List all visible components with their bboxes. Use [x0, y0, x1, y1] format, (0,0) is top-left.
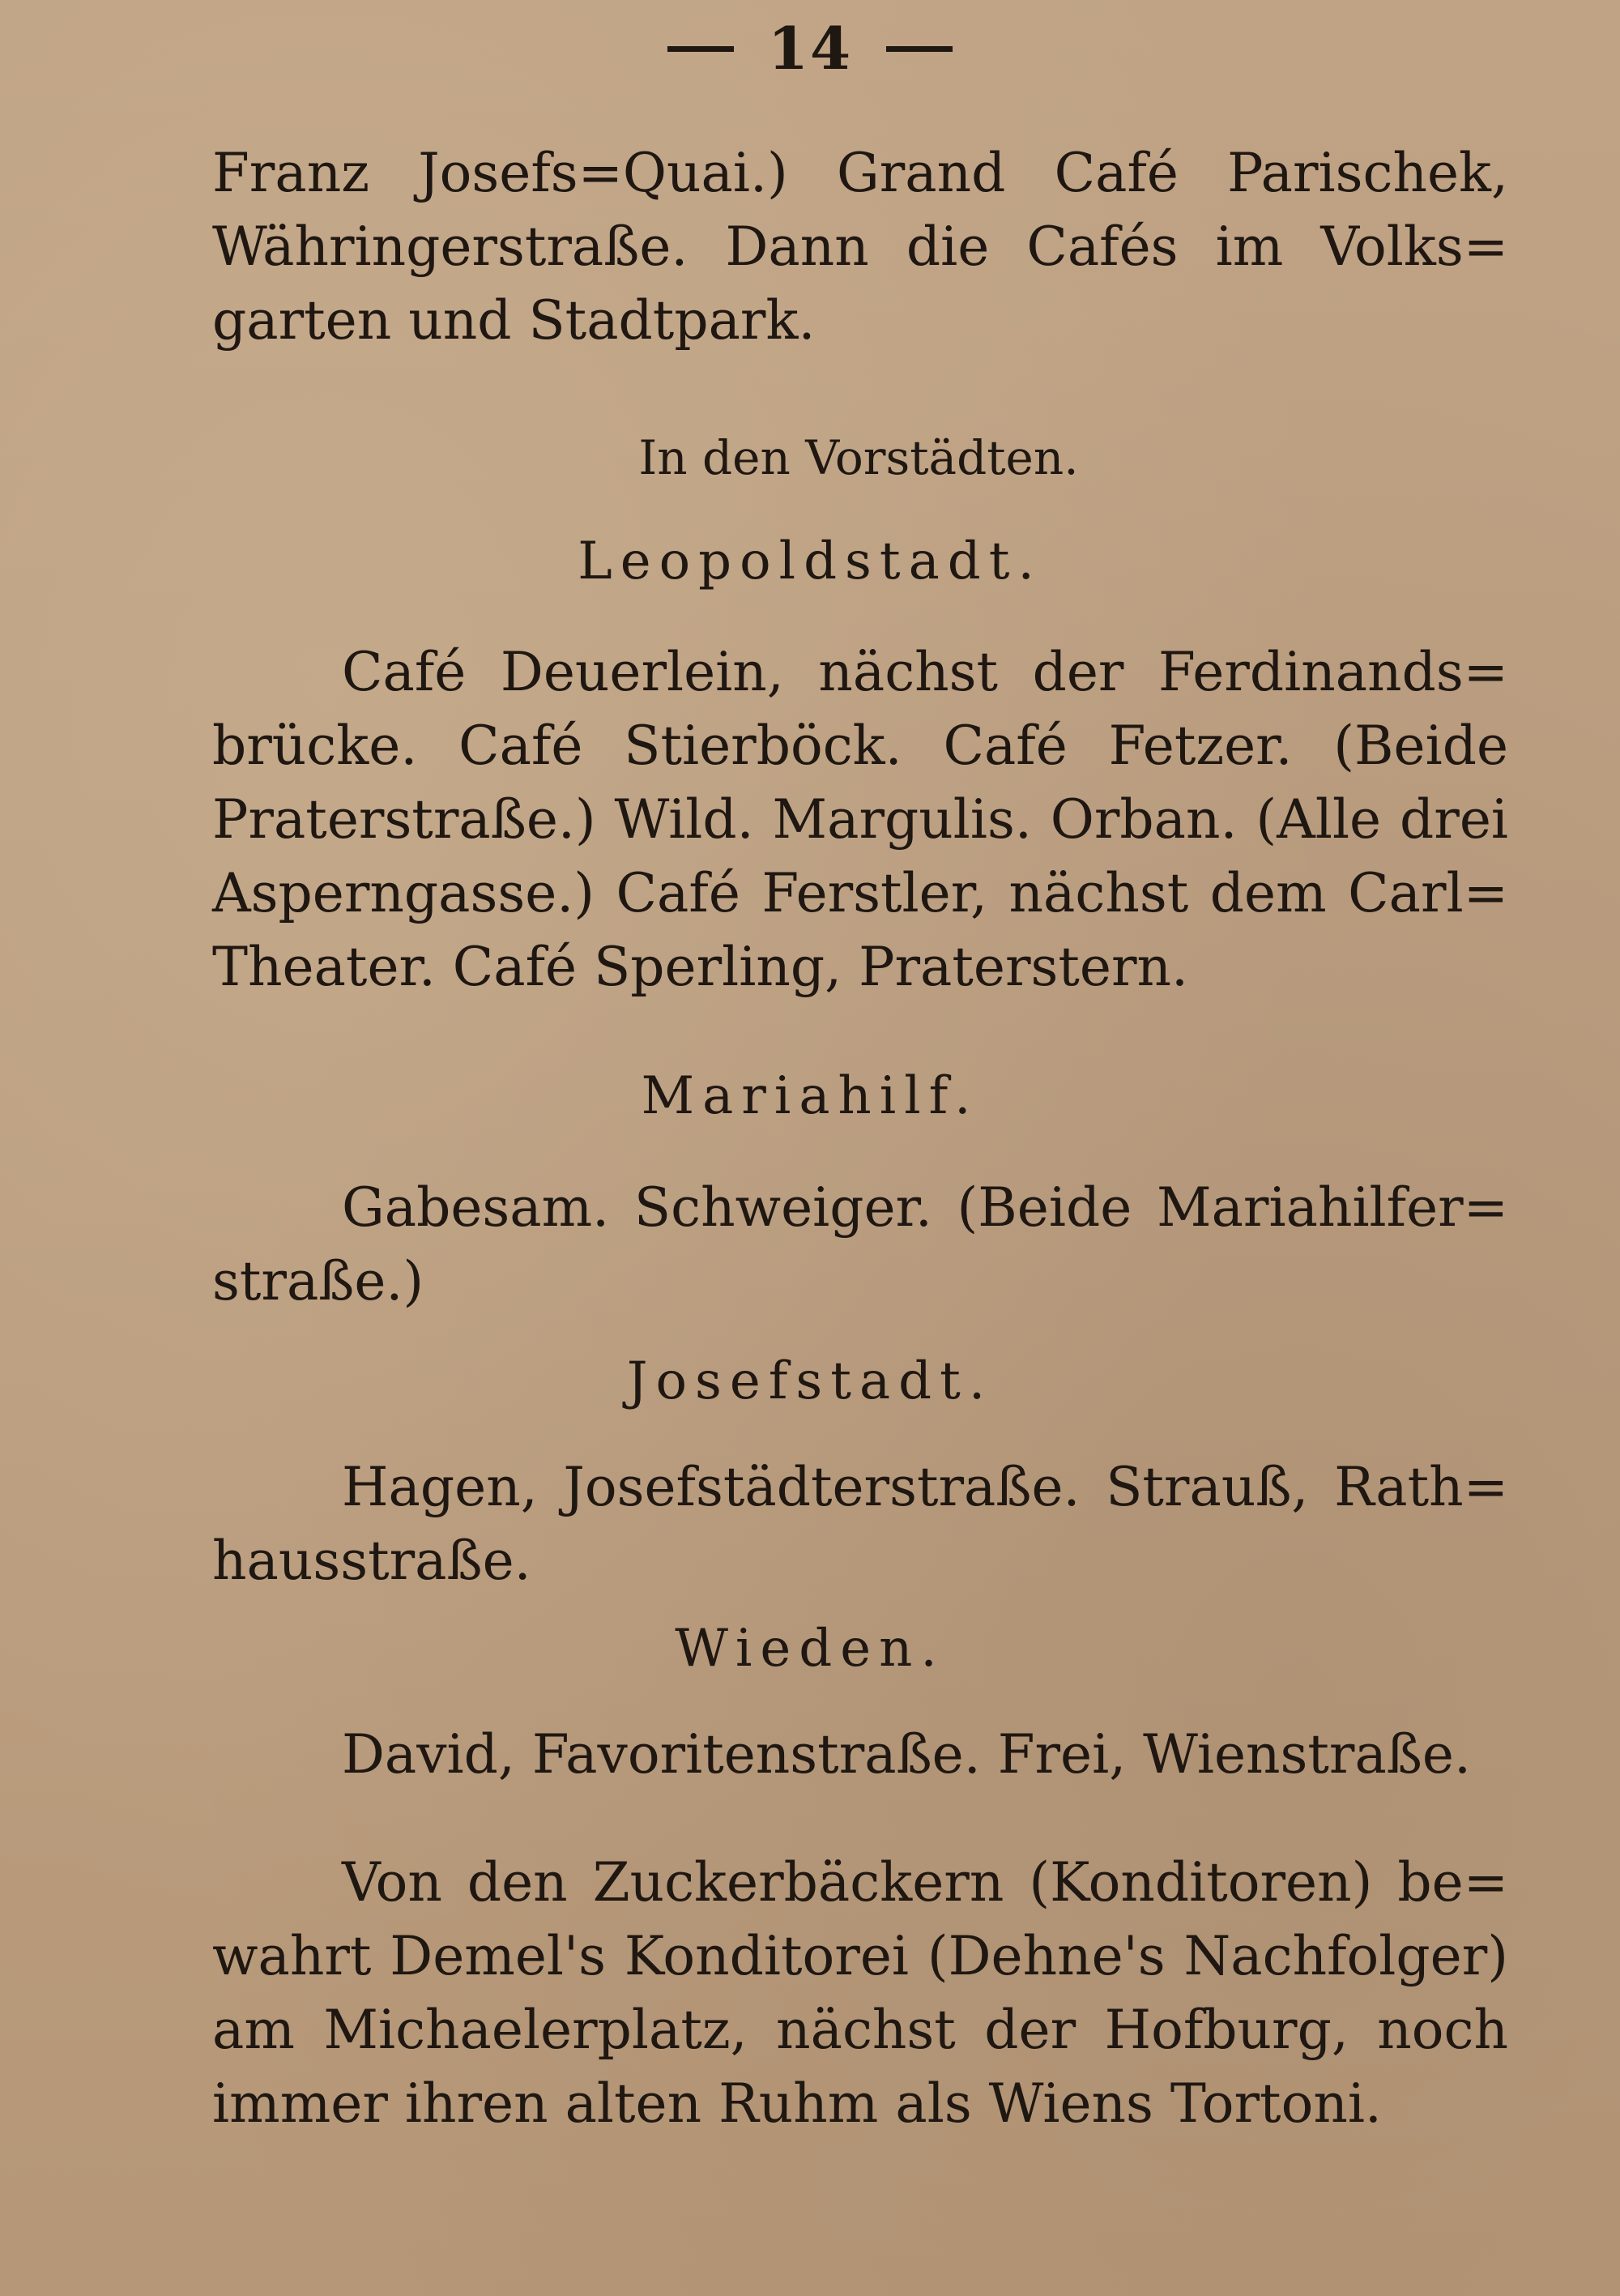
heading-in-den-vorstaedten: In den Vorstädten.	[638, 430, 1079, 485]
page-number-value: 14	[767, 14, 853, 83]
paragraph-wieden: David, Favoritenstraße. Frei, Wienstraße.	[342, 1723, 1471, 1786]
paragraph-konditoren: Von den Zuckerbäckern (Konditoren) be= wahrt Demel's Konditorei (Dehne's Nachfolger) am Michaelerplatz, nächst der Hofburg, noch immer ihren alten Ruhm als Wiens Tortoni.	[212, 1851, 1508, 2135]
paragraph-mariahilf: Gabesam. Schweiger. (Beide Mariahilfer= straße.)	[212, 1176, 1508, 1312]
paragraph-cafes-continued: Franz Josefs=Quai.) Grand Café Parischek, Währingerstraße. Dann die Cafés im Volks= garten und Stadtpark.	[212, 142, 1508, 352]
heading-leopoldstadt: Leopoldstadt.	[578, 531, 1042, 591]
heading-mariahilf: Mariahilf.	[641, 1066, 979, 1126]
page-number-left-dash	[667, 46, 734, 52]
paragraph-leopoldstadt: Café Deuerlein, nächst der Ferdinands= brücke. Café Stierböck. Café Fetzer. (Beide Praterstraße.) Wild. Margulis. Orban. (Alle drei Asperngasse.) Café Ferstler, nächst dem Carl= Theater. Café Sperling, Praterstern.	[212, 641, 1508, 998]
paragraph-josefstadt: Hagen, Josefstädterstraße. Strauß, Rath= hausstraße.	[212, 1456, 1508, 1592]
heading-josefstadt: Josefstadt.	[626, 1351, 994, 1411]
page-number	[0, 3, 1620, 89]
page-number-right-dash	[886, 46, 953, 52]
heading-wieden: Wieden.	[675, 1619, 945, 1679]
